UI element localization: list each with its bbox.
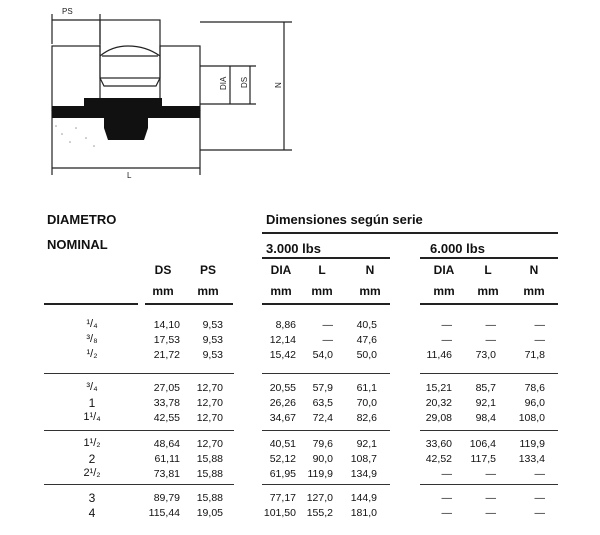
col-ds-name: DS [154, 263, 172, 277]
table-cell: — [534, 468, 545, 480]
table-cell: 181,0 [350, 507, 377, 519]
table-cell: — [441, 492, 452, 504]
ps-label: PS [62, 7, 73, 16]
table-cell: 34,67 [269, 412, 296, 424]
nominal-cell: ¹/₂ [86, 348, 98, 360]
table-cell: 20,55 [269, 382, 296, 394]
group-separator [262, 430, 390, 431]
table-cell: — [441, 319, 452, 331]
group-separator [44, 484, 234, 485]
table-cell: — [485, 468, 496, 480]
nominal-cell: 3 [88, 491, 96, 505]
table-cell: 61,11 [154, 453, 180, 465]
table-cell: 12,70 [196, 397, 223, 409]
nominal-cell: ³/₈ [86, 333, 98, 345]
table-cell: 133,4 [518, 453, 545, 465]
col-ds-unit: mm [152, 284, 174, 298]
diametro-header: DIAMETRO [47, 212, 117, 227]
table-cell: 155,2 [306, 507, 333, 519]
table-cell: — [322, 334, 333, 346]
l-label: L [127, 171, 132, 180]
table-cell: 27,05 [153, 382, 180, 394]
col-n3000-unit: mm [359, 284, 381, 298]
col-l6000-name: L [484, 263, 492, 277]
table-cell: — [441, 507, 452, 519]
table-cell: — [534, 334, 545, 346]
table-cell: 15,88 [196, 468, 223, 480]
table-cell: 40,5 [356, 319, 377, 331]
table-cell: — [485, 319, 496, 331]
col-n3000-name: N [365, 263, 375, 277]
table-cell: 19,05 [196, 507, 223, 519]
table-cell: 108,7 [350, 453, 377, 465]
table-cell: 70,0 [356, 397, 377, 409]
col-dia3000-unit: mm [270, 284, 292, 298]
col-l3000-unit: mm [311, 284, 333, 298]
table-cell: 9,53 [202, 319, 223, 331]
table-cell: 26,26 [269, 397, 296, 409]
col-l3000-name: L [318, 263, 326, 277]
group-separator [262, 373, 390, 374]
table-cell: 12,70 [196, 438, 223, 450]
table-cell: 78,6 [524, 382, 545, 394]
group-separator [420, 373, 558, 374]
col-n6000-name: N [529, 263, 539, 277]
nominal-cell: 1¹/₂ [83, 437, 101, 449]
table-cell: 52,12 [269, 453, 296, 465]
group-separator [262, 484, 390, 485]
table-cell: 29,08 [425, 412, 452, 424]
table-cell: — [534, 319, 545, 331]
table-cell: 117,5 [470, 453, 496, 465]
table-cell: — [322, 319, 333, 331]
table-cell: 48,64 [153, 438, 180, 450]
table-cell: 33,60 [425, 438, 452, 450]
group-separator [44, 430, 234, 431]
col-ps-name: PS [199, 263, 216, 277]
table-cell: 11,46 [426, 349, 452, 361]
table-cell: 40,51 [269, 438, 296, 450]
table-cell: 42,55 [153, 412, 180, 424]
table-cell: 106,4 [469, 438, 496, 450]
table-cell: — [441, 334, 452, 346]
table-cell: — [534, 507, 545, 519]
table-cell: 12,70 [196, 382, 223, 394]
table-cell: 92,1 [356, 438, 377, 450]
nominal-cell: ³/₄ [86, 381, 98, 393]
table-cell: 85,7 [475, 382, 496, 394]
table-cell: 71,8 [524, 349, 545, 361]
table-cell: 98,4 [475, 412, 496, 424]
table-cell: 17,53 [153, 334, 180, 346]
nominal-cell: 4 [88, 506, 96, 520]
table-cell: 115,44 [148, 507, 180, 519]
table-cell: 108,0 [518, 412, 545, 424]
table-cell: 72,4 [312, 412, 333, 424]
table-cell: 90,0 [312, 453, 333, 465]
col-n6000-unit: mm [523, 284, 545, 298]
table-cell: 89,79 [153, 492, 180, 504]
table-cell: 63,5 [312, 397, 333, 409]
table-cell: 9,53 [202, 349, 223, 361]
table-cell: 77,17 [269, 492, 296, 504]
table-cell: 119,9 [519, 438, 545, 450]
table-cell: 134,9 [350, 468, 377, 480]
table-cell: 8,86 [275, 319, 296, 331]
table-cell: 73,81 [153, 468, 180, 480]
table-cell: 15,88 [196, 492, 223, 504]
table-cell: 9,53 [202, 334, 223, 346]
col-dia6000-name: DIA [433, 263, 455, 277]
table-cell: 42,52 [425, 453, 452, 465]
nominal-header: NOMINAL [47, 237, 108, 252]
nominal-cell: 1¹/₄ [83, 411, 101, 423]
table-cell: — [485, 507, 496, 519]
group-separator [44, 373, 234, 374]
dimensiones-header: Dimensiones según serie [266, 212, 423, 227]
table-cell: 96,0 [524, 397, 545, 409]
nominal-cell: 1 [88, 396, 96, 410]
table-cell: 50,0 [356, 349, 377, 361]
table-cell: 101,50 [263, 507, 296, 519]
table-cell: 61,95 [269, 468, 296, 480]
serie-6000-header: 6.000 lbs [430, 241, 485, 256]
table-cell: 79,6 [312, 438, 333, 450]
col-dia3000-name: DIA [270, 263, 292, 277]
n-label: N [274, 82, 283, 88]
nominal-cell: 2 [88, 452, 96, 466]
group-separator [420, 484, 558, 485]
table-cell: 127,0 [306, 492, 333, 504]
nominal-cell: 2¹/₂ [83, 467, 101, 479]
col-dia6000-unit: mm [433, 284, 455, 298]
table-cell: 20,32 [425, 397, 452, 409]
table-cell: 144,9 [350, 492, 377, 504]
table-cell: 54,0 [312, 349, 333, 361]
table-cell: — [485, 334, 496, 346]
dia-label: DIA [219, 76, 228, 90]
table-cell: 82,6 [356, 412, 377, 424]
col-l6000-unit: mm [477, 284, 499, 298]
table-cell: — [485, 492, 496, 504]
ds-label: DS [240, 76, 249, 88]
table-cell: 119,9 [307, 468, 333, 480]
table-cell: 12,14 [269, 334, 296, 346]
table-cell: 15,42 [269, 349, 296, 361]
serie-3000-header: 3.000 lbs [266, 241, 321, 256]
nominal-cell: ¹/₄ [86, 318, 98, 330]
table-cell: 15,88 [196, 453, 223, 465]
table-cell: 57,9 [312, 382, 333, 394]
group-separator [420, 430, 558, 431]
table-cell: 12,70 [196, 412, 223, 424]
table-cell: — [441, 468, 452, 480]
table-cell: 73,0 [475, 349, 496, 361]
table-cell: — [534, 492, 545, 504]
table-cell: 33,78 [153, 397, 180, 409]
table-cell: 61,1 [356, 382, 377, 394]
table-cell: 21,72 [153, 349, 180, 361]
table-cell: 92,1 [475, 397, 496, 409]
col-ps-unit: mm [197, 284, 219, 298]
table-cell: 15,21 [425, 382, 452, 394]
table-cell: 47,6 [356, 334, 377, 346]
table-cell: 14,10 [153, 319, 180, 331]
